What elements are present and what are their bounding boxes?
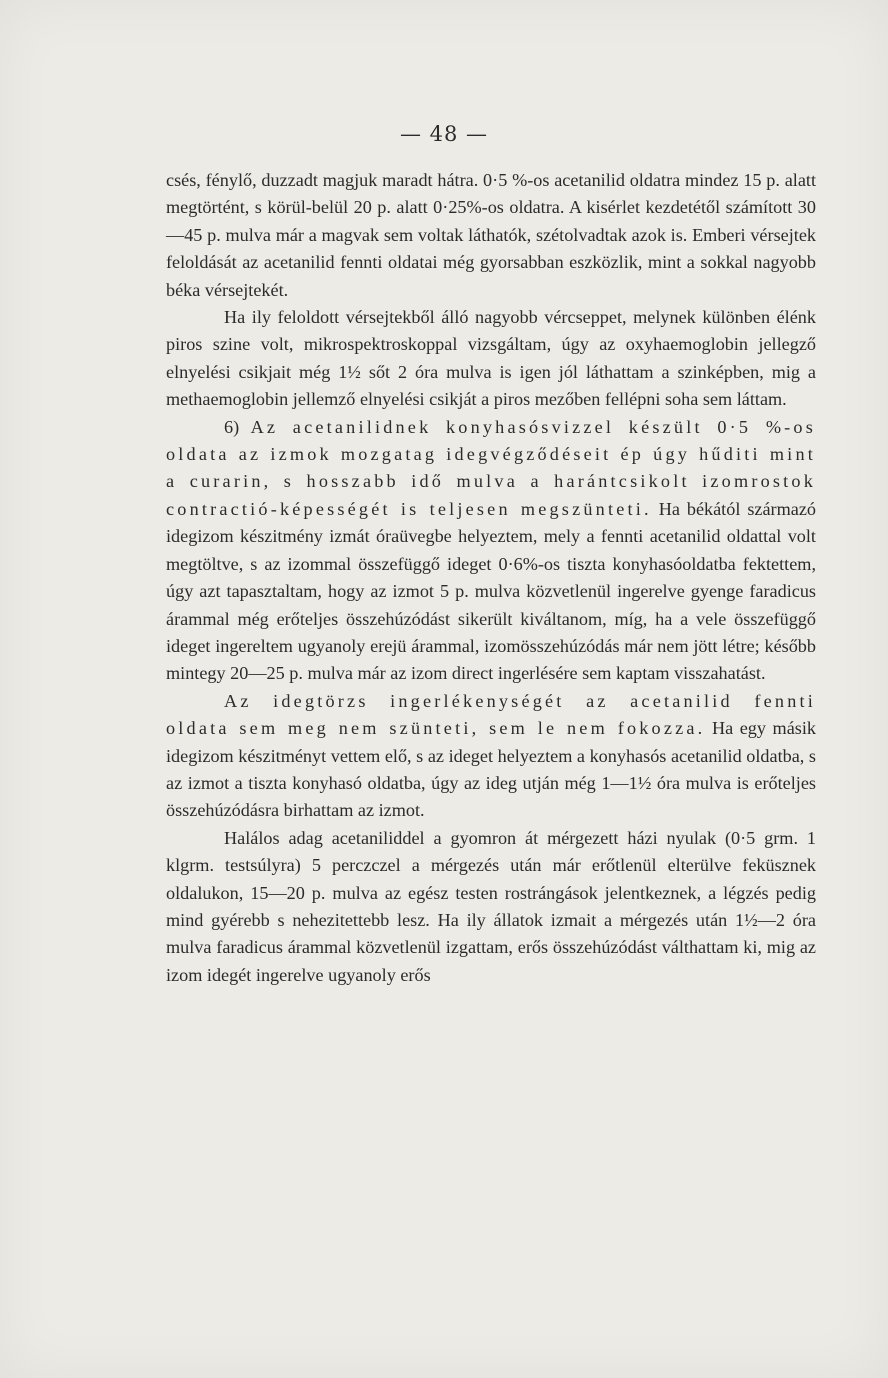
paragraph-3 xyxy=(166,414,816,688)
paragraph-4 xyxy=(166,688,816,825)
spaced-emphasis-text: Az acetanilidnek konyhasósvizzel készült 0·5 %-os oldata az izmok mozgatag idegvégződéseit ép úgy hűditi mint a curarin, s hosszabb idő mulva a harántcsikolt izomrostok contractió-képességét is teljesen megszünteti. xyxy=(166,416,816,519)
text-run: csés, fénylő, duzzadt magjuk maradt hátra. 0·5 %-os acetanilid oldatra mindez 15 p. alatt megtörtént, s körül-belül 20 p. alatt 0·25%-os oldatra. A kisérlet kezdetétől számított 30—45 p. mulva már a magvak sem voltak láthatók, szétolvadtak azok is. Emberi vérsejtek feloldását az acetanilid fennti oldatai még gyorsabban eszközlik, mint a sokkal nagyobb béka vérsejtekét. xyxy=(166,170,816,300)
paragraph-2 xyxy=(166,304,816,414)
text-run: Halálos adag acetaniliddel a gyomron át mérgezett házi nyulak (0·5 grm. 1 klgrm. testsúlyra) 5 perczczel a mérgezés után már erőtlenül elterülve feküsznek oldalukon, 15—20 p. mulva az egész testen rostrángások jelentkeznek, a légzés pedig mind gyérebb s nehezitettebb lesz. Ha ily állatok izmait a mérgezés után 1½—2 óra mulva faradicus árammal közvetlenül izgattam, erős összehúzódást válthattam ki, mig az izom idegét ingerelve ugyanoly erős xyxy=(166,827,816,985)
paragraph-5 xyxy=(166,825,816,989)
paragraph-1 xyxy=(166,167,816,304)
text-run: Ha békától származó idegizom készitmény izmát óraüvegbe helyeztem, mely a fennti acetanilid oldattal volt megtöltve, s az izommal összefüggő ideget 0·6%-os tiszta konyhasóoldatba fektettem, úgy azt tapasztaltam, hogy az izmot 5 p. mulva közvetlenül ingerelve gyenge faradicus árammal még erőteljes összehúzódást sikerült kiváltanom, míg, ha a vele összefüggő ideget ingereltem ugyanoly erejü árammal, izomösszehúzódás már nem jött létre; később mintegy 20—25 p. mulva már az izom direct ingerlésére sem kaptam visszahatást. xyxy=(166,498,816,684)
text-run: 6) xyxy=(224,416,251,437)
text-run: Ha egy másik idegizom készitményt vettem elő, s az ideget helyeztem a konyhasós acetanilid oldatba, s az izmot a tiszta konyhasó oldatba, úgy az ideg utján még 1—1½ óra mulva is erőteljes összehúzódásra birhattam az izmot. xyxy=(166,718,816,821)
text-run: Ha ily feloldott vérsejtekből álló nagyobb vércseppet, melynek különben élénk piros szine volt, mikrospektroskoppal vizsgáltam, úgy az oxyhaemoglobin jellegző elnyelési csikjait még 1½ sőt 2 óra mulva is igen jól láthattam a szinképben, mig a methaemoglobin jellemző elnyelési csikját a piros mezőben fellépni soha sem láttam. xyxy=(166,307,816,410)
spaced-emphasis-text: Az idegtörzs ingerlékenységét az acetanilid fennti oldata sem meg nem szünteti, sem le nem fokozza. xyxy=(166,690,816,739)
body-text xyxy=(166,167,816,989)
page-number: — 48 — xyxy=(399,122,489,146)
